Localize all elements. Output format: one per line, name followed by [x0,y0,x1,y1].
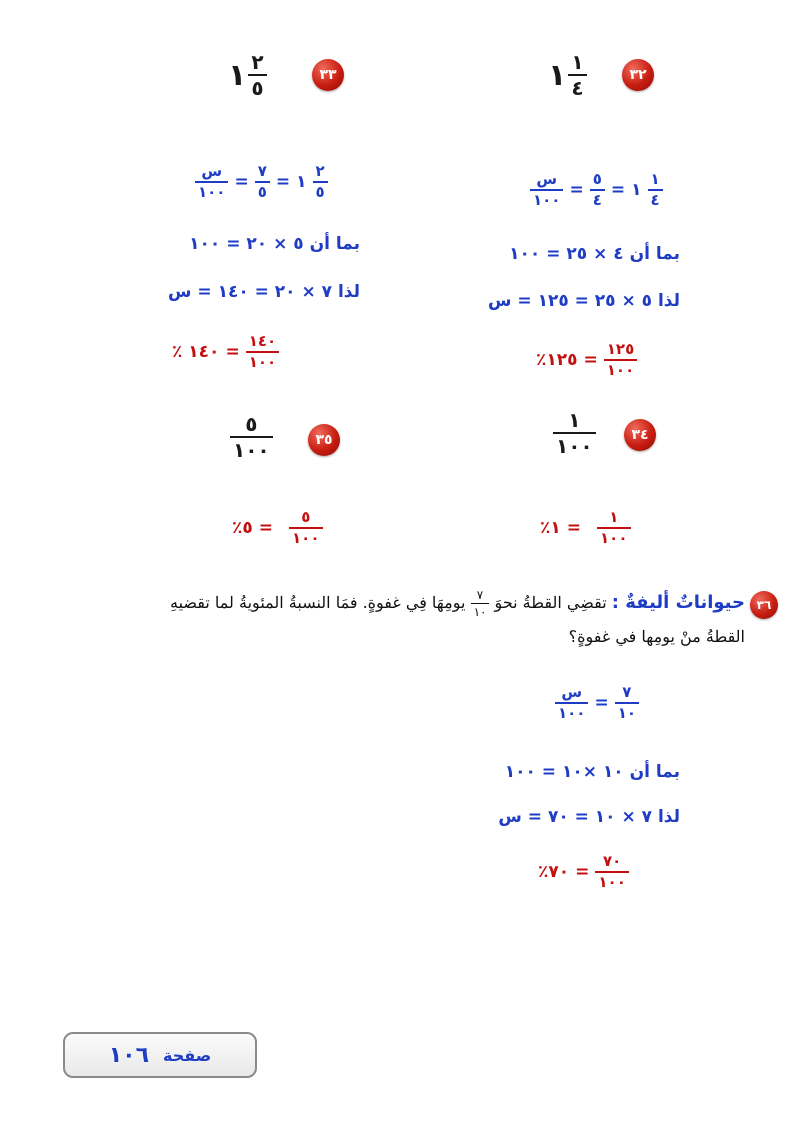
numerator: ٧ [622,683,632,701]
percent-result: ٪٧٠ = $\frac{٧٠}{١٠٠}$ [538,854,629,890]
solution-step: لذا ٧ × ١٠ = ٧٠ = س [498,807,680,827]
numerator: ١٤٠ [248,332,277,350]
numerator: ١٢٥ [606,340,635,358]
whole-part: ١ [548,57,567,93]
denominator: ١٠ [615,702,639,721]
problem-text: تقضِي القطةُ نحوَ [494,593,607,612]
whole-part: ١ [296,172,307,192]
problem-number-badge: ٣٣ [312,59,344,91]
numerator: س [536,170,558,188]
solution-step: بما أن ١٠ ×١٠ = ١٠٠ [504,762,680,782]
fraction [595,854,628,890]
problem-number-badge: ٣٦ [750,591,778,619]
problem-number-badge: ٣٤ [624,419,656,451]
numerator: ٥ [245,412,258,436]
denominator: ٥ [255,181,270,200]
equation-row: $\frac{\text{س}}{١٠٠}$ = $\frac{٥}{٤}$ = ١ $\frac{١}{٤}$ [530,172,663,208]
fraction [555,685,588,721]
denominator: ١٠٠ [530,189,563,208]
solution-step: لذا ٥ × ٢٥ = ١٢٥ = س [488,291,680,311]
solution-step: بما أن ٤ × ٢٥ = ١٠٠ [509,244,680,264]
denominator: ٥ [248,74,266,98]
fraction [530,172,563,208]
percent-value: ٪١٢٥ [536,350,578,370]
denominator: ٤ [648,189,663,208]
denominator: ١٠٠ [595,871,628,890]
percent-value: ٪١ [540,518,561,538]
denominator: ١٠٠ [289,527,322,546]
numerator: س [561,683,583,701]
word-problem [20,586,745,654]
fraction [195,164,228,200]
fraction-problem [553,410,596,456]
fraction [230,414,273,460]
denominator: ١٠٠ [555,702,588,721]
numerator: ٧ [257,162,267,180]
problem-number-badge: ٣٥ [308,424,340,456]
fraction-problem [230,414,273,460]
denominator: ٤ [568,74,586,98]
numerator: ١ [650,170,660,188]
denominator: ١٠٠ [597,527,630,546]
fraction [597,510,630,546]
mixed-number [228,52,267,98]
percent-value: ٪٧٠ [538,862,570,882]
problem-text: القطةُ منْ يومِها في غفوةٍ؟ [568,627,745,646]
denominator: ٥ [313,181,328,200]
fraction [255,164,270,200]
fraction [604,342,637,378]
percent-result: ٪١ = $\frac{١}{١٠٠}$ [540,510,631,546]
problem-text: يومِهَا فِي غفوةٍ. فمَا النسبةُ المئويةُ لما تقضيهِ [170,593,466,612]
percent-result: ٪١٢٥ = $\frac{١٢٥}{١٠٠}$ [536,342,637,378]
fraction [615,685,639,721]
problem-number-badge: ٣٢ [622,59,654,91]
percent-result: ٪٥ = $\frac{٥}{١٠٠}$ [232,510,323,546]
numerator: ٧ [476,588,484,602]
denominator: ١٠ [471,603,490,618]
fraction [568,52,586,98]
page-number: ١٠٦ [108,1042,150,1068]
fraction [289,510,322,546]
percent-result: ٪ ١٤٠ = $\frac{١٤٠}{١٠٠}$ [172,334,279,370]
numerator: ١ [609,508,619,526]
denominator: ١٠٠ [604,359,637,378]
fraction [313,164,328,200]
numerator: س [201,162,223,180]
denominator: ٤ [590,189,605,208]
numerator: ٥ [301,508,311,526]
fraction [471,589,490,618]
fraction [553,410,596,456]
page-number-box [63,1032,257,1078]
mixed-number [548,52,587,98]
fraction [246,334,279,370]
percent-value: ٪ ١٤٠ [172,342,220,362]
denominator: ١٠٠ [246,351,279,370]
whole-part: ١ [631,180,642,200]
whole-part: ١ [228,57,247,93]
equation-row: $\frac{\text{س}}{١٠٠}$ = $\frac{٧}{١٠}$ [555,685,639,721]
fraction [648,172,663,208]
equation-row: $\frac{\text{س}}{١٠٠}$ = $\frac{٧}{٥}$ = ١ $\frac{٢}{٥}$ [195,164,328,200]
numerator: ٥ [592,170,602,188]
denominator: ١٠٠ [230,436,273,460]
percent-value: ٪٥ [232,518,253,538]
problem-title: حيواناتٌ أليفةٌ : [611,592,745,613]
numerator: ٢ [251,50,264,74]
numerator: ١ [568,408,581,432]
fraction [248,52,266,98]
numerator: ١ [571,50,584,74]
numerator: ٢ [315,162,325,180]
denominator: ١٠٠ [553,432,596,456]
solution-step: بما أن ٥ × ٢٠ = ١٠٠ [189,234,360,254]
page-label: صفحة [163,1045,212,1065]
denominator: ١٠٠ [195,181,228,200]
numerator: ٧٠ [602,852,622,870]
fraction [590,172,605,208]
solution-step: لذا ٧ × ٢٠ = ١٤٠ = س [168,282,360,302]
